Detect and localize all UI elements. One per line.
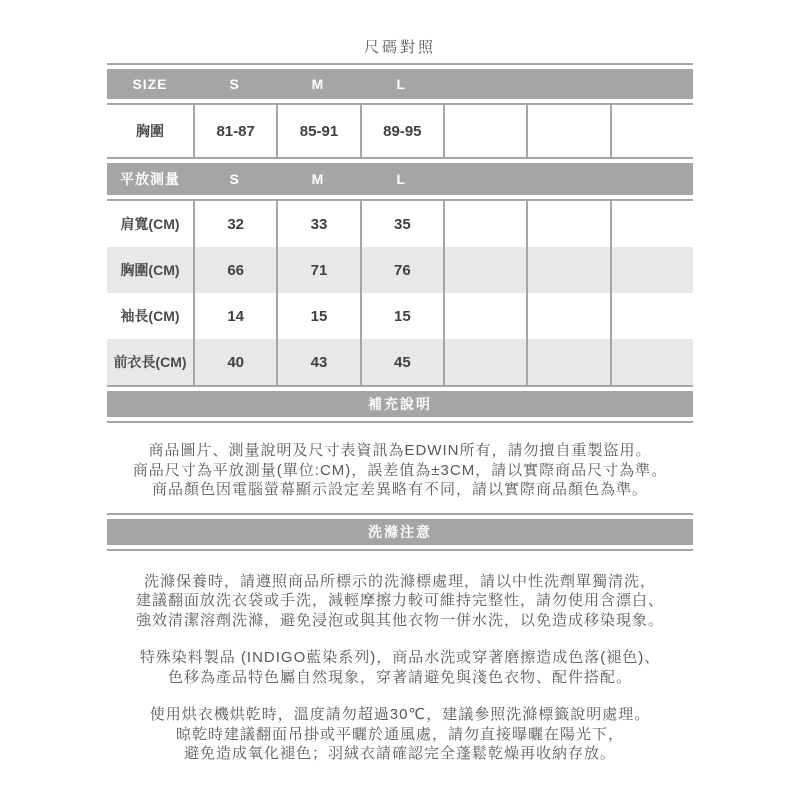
table-cell	[443, 339, 526, 385]
text-line: 洗滌保養時，請遵照商品所標示的洗滌標處理，請以中性洗劑單獨清洗，	[143, 572, 656, 590]
table-cell: 85-91	[276, 105, 359, 157]
header-cell-flat-measure: 平放測量	[120, 171, 180, 187]
header-cell-l: L	[396, 171, 407, 187]
notes-section-bar	[107, 385, 693, 423]
table-row	[107, 201, 693, 247]
table-cell	[443, 293, 526, 339]
table-cell: 76	[360, 247, 443, 293]
header-cell-m: M	[311, 171, 325, 187]
table-cell: 35	[360, 201, 443, 247]
washing-text-2	[0, 648, 800, 687]
table-cell	[610, 293, 693, 339]
table-cell	[526, 247, 609, 293]
text-line: 商品尺寸為平放測量(單位:CM)，誤差值為±3CM，請以實際商品尺寸為準。	[132, 461, 668, 479]
text-line: 晾乾時建議翻面吊掛或平曬於通風處，請勿直接曝曬在陽光下，	[175, 725, 624, 743]
text-line: 商品圖片、測量說明及尺寸表資訊為EDWIN所有，請勿擅自重製盜用。	[148, 442, 652, 459]
table-cell	[526, 105, 609, 157]
table-cell: 33	[276, 201, 359, 247]
size-header-row	[107, 69, 693, 99]
washing-section-title: 洗滌注意	[107, 519, 693, 545]
row-label-cell: 肩寬(CM)	[120, 216, 180, 232]
table-cell	[443, 105, 526, 157]
flat-measure-header-row	[107, 163, 693, 195]
washing-section-bar	[107, 513, 693, 551]
text-line: 使用烘衣機烘乾時，溫度請勿超過30℃，建議參照洗滌標籤說明處理。	[149, 706, 651, 723]
table-cell	[526, 293, 609, 339]
text-line: 建議翻面放洗衣袋或手洗，減輕摩擦力較可維持完整性，請勿使用含漂白、	[135, 592, 664, 609]
table-cell	[610, 247, 693, 293]
table-cell	[610, 105, 693, 157]
notes-text	[0, 441, 800, 500]
table-row	[107, 339, 693, 385]
washing-text-1	[0, 572, 800, 631]
header-cell-s: S	[229, 76, 240, 92]
table-cell: 71	[276, 247, 359, 293]
table-cell: 89-95	[360, 105, 443, 157]
text-line: 特殊染料製品 (INDIGO藍染系列)，商品水洗或穿著磨擦造成色落(褪色)、	[139, 649, 661, 666]
table-cell	[526, 339, 609, 385]
table-cell	[526, 201, 609, 247]
table-cell: 45	[360, 339, 443, 385]
table-cell: 15	[276, 293, 359, 339]
table-cell: 32	[193, 201, 276, 247]
table-cell: 81-87	[193, 105, 276, 157]
text-line: 強效清潔溶劑洗滌，避免浸泡或與其他衣物一併水洗，以免造成移染現象。	[135, 611, 664, 629]
table-cell: 43	[276, 339, 359, 385]
row-label-cell: 胸圍(CM)	[120, 262, 180, 278]
table-row	[107, 247, 693, 293]
table-cell	[610, 339, 693, 385]
row-label-cell: 前衣長(CM)	[113, 354, 187, 370]
notes-section-title: 補充說明	[107, 391, 693, 417]
table-row	[107, 293, 693, 339]
washing-section	[107, 513, 693, 551]
table-cell: 15	[360, 293, 443, 339]
table-cell	[443, 247, 526, 293]
size-chart-table	[107, 63, 693, 423]
page-title: 尺碼對照	[363, 39, 436, 56]
header-cell-s: S	[229, 171, 240, 187]
table-cell: 66	[193, 247, 276, 293]
table-cell: 14	[193, 293, 276, 339]
row-label-cell: 胸圍	[136, 123, 164, 139]
washing-text-3	[0, 705, 800, 764]
text-line: 商品顏色因電腦螢幕顯示設定差異略有不同，請以實際商品顏色為準。	[151, 481, 648, 498]
text-line: 色移為產品特色屬自然現象，穿著請避免與淺色衣物、配件搭配。	[167, 668, 632, 686]
header-cell-size: SIZE	[132, 76, 168, 92]
size-header-bar	[107, 63, 693, 105]
header-cell-l: L	[396, 76, 407, 92]
flat-measure-header-bar	[107, 157, 693, 201]
table-cell	[610, 201, 693, 247]
text-line: 避免造成氧化褪色；羽絨衣請確認完全蓬鬆乾燥再收納存放。	[183, 745, 616, 762]
table-row	[107, 105, 693, 157]
header-cell-m: M	[311, 76, 325, 92]
table-cell: 40	[193, 339, 276, 385]
table-cell	[443, 201, 526, 247]
row-label-cell: 袖長(CM)	[120, 308, 180, 324]
